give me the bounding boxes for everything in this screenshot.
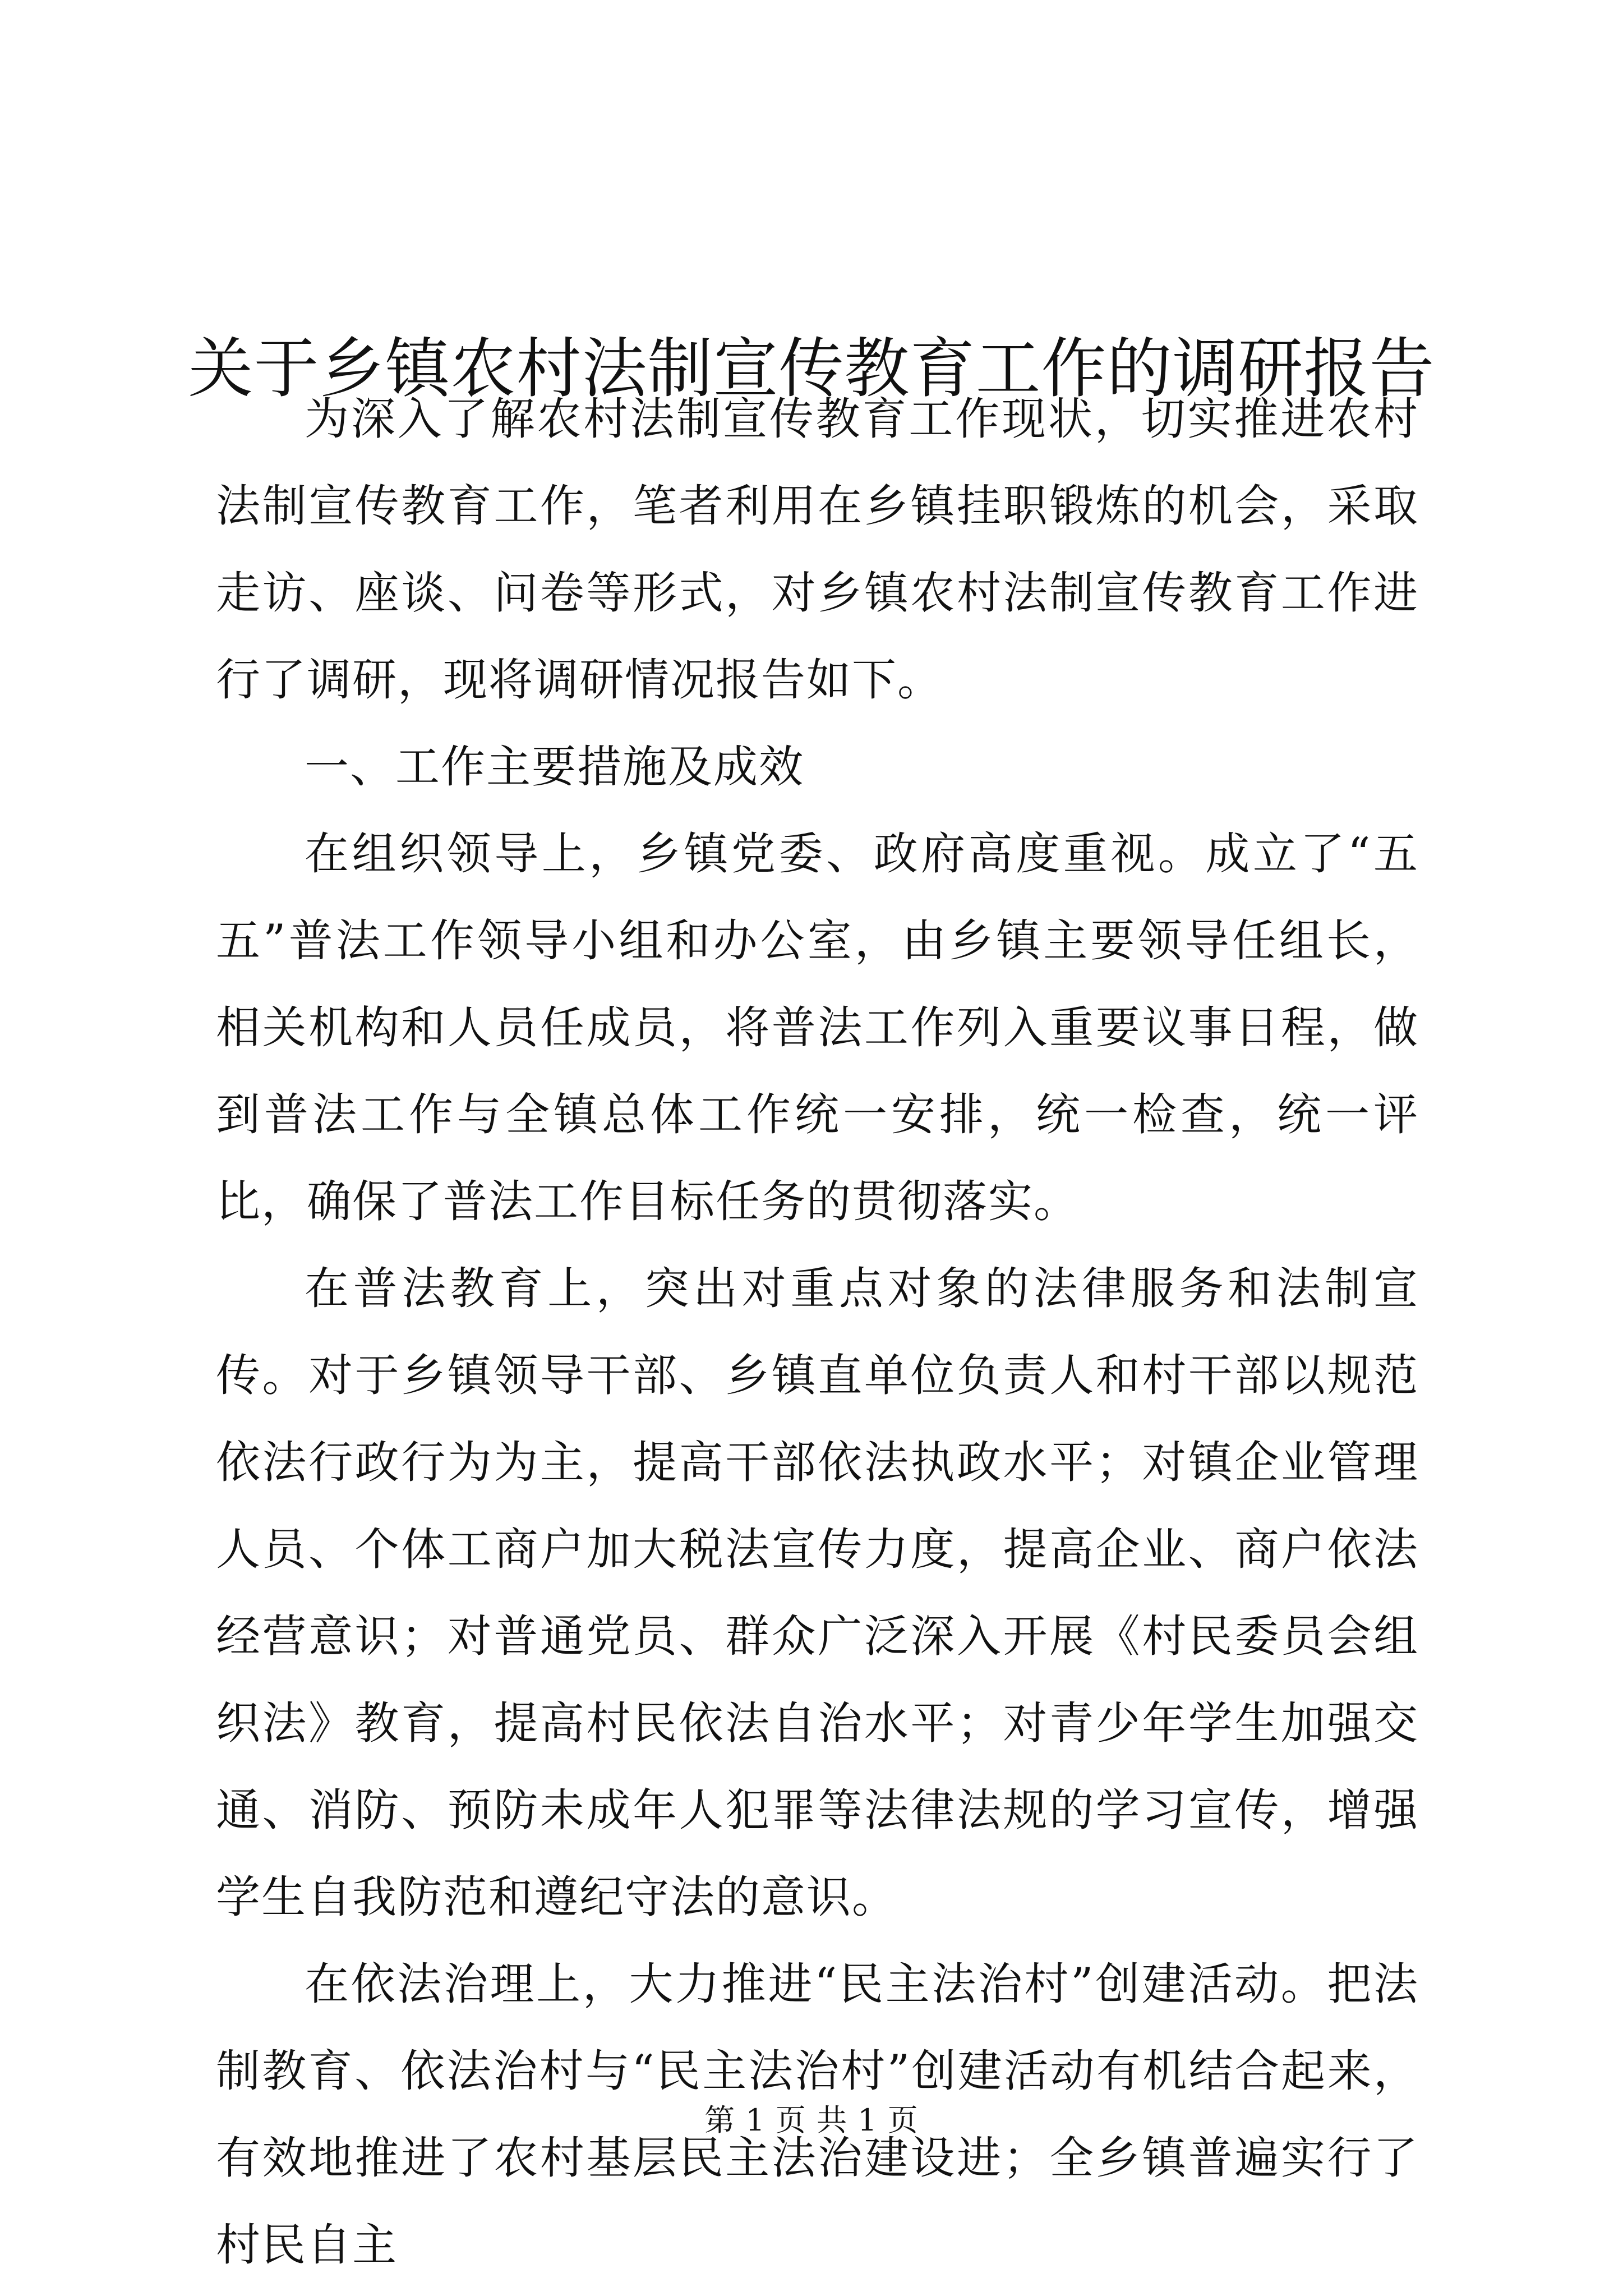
document-title: 关于乡镇农村法制宣传教育工作的调研报告: [188, 330, 1435, 407]
page-footer: 第 1 页 共 1 页: [704, 2102, 919, 2138]
document-body: [216, 376, 1419, 2289]
education-paragraph: 在普法教育上，突出对重点对象的法律服务和法制宣传。对于乡镇领导干部、乡镇直单位负责人和村干部以规范依法行政行为为主，提高干部依法执政水平；对镇企业管理人员、个体工商户加大税法宣传力度，提高企业、商户依法经营意识；对普通党员、群众广泛深入开展《村民委员会组织法》教育，提高村民依法自治水平；对青少年学生加强交通、消防、预防未成年人犯罪等法律法规的学习宣传，增强学生自我防范和遵纪守法的意识。: [216, 1263, 1419, 1923]
governance-paragraph: 在依法治理上，大力推进“民主法治村”创建活动。把法制教育、依法治村与“民主法治村”创建活动有机结合起来，有效地推进了农村基层民主法治建设进；全乡镇普遍实行了村民自主: [216, 1958, 1419, 2271]
section-heading: 一、工作主要措施及成效: [305, 741, 804, 793]
intro-paragraph: 为深入了解农村法制宣传教育工作现状，切实推进农村法制宣传教育工作，笔者利用在乡镇挂职锻炼的机会，采取走访、座谈、问卷等形式，对乡镇农村法制宣传教育工作进行了调研，现将调研情况报告如下。: [216, 393, 1419, 706]
organization-paragraph: 在组织领导上，乡镇党委、政府高度重视。成立了“五五”普法工作领导小组和办公室，由乡镇主要领导任组长，相关机构和人员任成员，将普法工作列入重要议事日程，做到普法工作与全镇总体工作统一安排，统一检查，统一评比，确保了普法工作目标任务的贯彻落实。: [216, 828, 1419, 1227]
